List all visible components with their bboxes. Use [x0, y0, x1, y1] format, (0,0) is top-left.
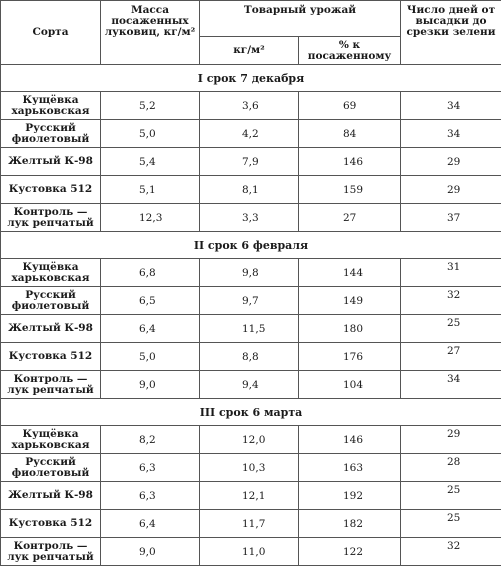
days-cell: 37	[401, 204, 501, 232]
yield-pct-cell: 146	[299, 148, 401, 176]
section-header-row	[1, 232, 501, 259]
yield-pct-cell: 149	[299, 287, 401, 315]
variety-cell: Кущёвка харьковская	[1, 426, 101, 454]
table-row	[1, 426, 501, 454]
yield-kg-cell: 7,9	[200, 148, 299, 176]
days-cell: 29	[401, 148, 501, 176]
yield-pct-cell: 192	[299, 482, 401, 510]
table-row	[1, 371, 501, 399]
section-header-row	[1, 65, 501, 92]
variety-cell: Русский фиолетовый	[1, 120, 101, 148]
table-body	[1, 65, 501, 566]
days-cell: 32	[401, 538, 501, 566]
variety-cell: Кущёвка харьковская	[1, 259, 101, 287]
yield-kg-cell: 11,5	[200, 315, 299, 343]
yield-pct-cell: 69	[299, 92, 401, 120]
table-row	[1, 204, 501, 232]
days-cell: 32	[401, 287, 501, 315]
yield-kg-cell: 4,2	[200, 120, 299, 148]
mass-cell: 5,0	[101, 120, 200, 148]
yield-kg-cell: 10,3	[200, 454, 299, 482]
yield-pct-cell: 182	[299, 510, 401, 538]
table-header	[1, 1, 501, 65]
header-yield-pct: % к посаженному	[299, 37, 401, 65]
mass-cell: 6,3	[101, 454, 200, 482]
table-row	[1, 454, 501, 482]
yield-pct-cell: 146	[299, 426, 401, 454]
header-yield: Товарный урожай	[200, 1, 401, 37]
mass-cell: 5,0	[101, 343, 200, 371]
yield-pct-cell: 84	[299, 120, 401, 148]
variety-cell: Контроль — лук репчатый	[1, 204, 101, 232]
header-mass: Масса посаженных луковиц, кг/м²	[101, 1, 200, 65]
yield-pct-cell: 176	[299, 343, 401, 371]
section-title: II срок 6 февраля	[1, 232, 501, 259]
yield-pct-cell: 104	[299, 371, 401, 399]
days-cell: 25	[401, 315, 501, 343]
table-row	[1, 510, 501, 538]
mass-cell: 9,0	[101, 371, 200, 399]
yield-kg-cell: 12,0	[200, 426, 299, 454]
table-row	[1, 148, 501, 176]
days-cell: 31	[401, 259, 501, 287]
mass-cell: 6,5	[101, 287, 200, 315]
variety-cell: Русский фиолетовый	[1, 287, 101, 315]
days-cell: 29	[401, 176, 501, 204]
days-cell: 29	[401, 426, 501, 454]
mass-cell: 6,4	[101, 510, 200, 538]
yield-kg-cell: 9,7	[200, 287, 299, 315]
days-cell: 28	[401, 454, 501, 482]
yield-kg-cell: 9,8	[200, 259, 299, 287]
days-cell: 34	[401, 120, 501, 148]
variety-cell: Кущёвка харьковская	[1, 92, 101, 120]
variety-cell: Русский фиолетовый	[1, 454, 101, 482]
mass-cell: 12,3	[101, 204, 200, 232]
header-variety: Сорта	[1, 1, 101, 65]
table-row	[1, 482, 501, 510]
variety-cell: Желтый К-98	[1, 148, 101, 176]
mass-cell: 6,3	[101, 482, 200, 510]
table-row	[1, 287, 501, 315]
table-row	[1, 315, 501, 343]
days-cell: 34	[401, 92, 501, 120]
yield-kg-cell: 11,7	[200, 510, 299, 538]
yield-kg-cell: 3,3	[200, 204, 299, 232]
section-title: III срок 6 марта	[1, 399, 501, 426]
variety-cell: Контроль — лук репчатый	[1, 371, 101, 399]
table-row	[1, 538, 501, 566]
header-days: Число дней от высадки до срезки зелени	[401, 1, 501, 65]
yield-pct-cell: 27	[299, 204, 401, 232]
yield-kg-cell: 9,4	[200, 371, 299, 399]
yield-pct-cell: 180	[299, 315, 401, 343]
days-cell: 25	[401, 482, 501, 510]
variety-cell: Желтый К-98	[1, 315, 101, 343]
yield-kg-cell: 11,0	[200, 538, 299, 566]
mass-cell: 6,8	[101, 259, 200, 287]
yield-kg-cell: 3,6	[200, 92, 299, 120]
yield-pct-cell: 122	[299, 538, 401, 566]
variety-cell: Кустовка 512	[1, 176, 101, 204]
section-title: I срок 7 декабря	[1, 65, 501, 92]
yield-kg-cell: 8,8	[200, 343, 299, 371]
table-row	[1, 259, 501, 287]
table-row	[1, 343, 501, 371]
section-header-row	[1, 399, 501, 426]
mass-cell: 5,4	[101, 148, 200, 176]
table-row	[1, 92, 501, 120]
table-row	[1, 176, 501, 204]
mass-cell: 6,4	[101, 315, 200, 343]
mass-cell: 8,2	[101, 426, 200, 454]
yield-kg-cell: 12,1	[200, 482, 299, 510]
days-cell: 27	[401, 343, 501, 371]
yield-pct-cell: 159	[299, 176, 401, 204]
header-yield-kg: кг/м²	[200, 37, 299, 65]
variety-cell: Кустовка 512	[1, 343, 101, 371]
yield-pct-cell: 144	[299, 259, 401, 287]
days-cell: 34	[401, 371, 501, 399]
variety-cell: Желтый К-98	[1, 482, 101, 510]
yield-pct-cell: 163	[299, 454, 401, 482]
variety-cell: Контроль — лук репчатый	[1, 538, 101, 566]
days-cell: 25	[401, 510, 501, 538]
mass-cell: 5,1	[101, 176, 200, 204]
table-row	[1, 120, 501, 148]
mass-cell: 5,2	[101, 92, 200, 120]
variety-cell: Кустовка 512	[1, 510, 101, 538]
yield-kg-cell: 8,1	[200, 176, 299, 204]
mass-cell: 9,0	[101, 538, 200, 566]
